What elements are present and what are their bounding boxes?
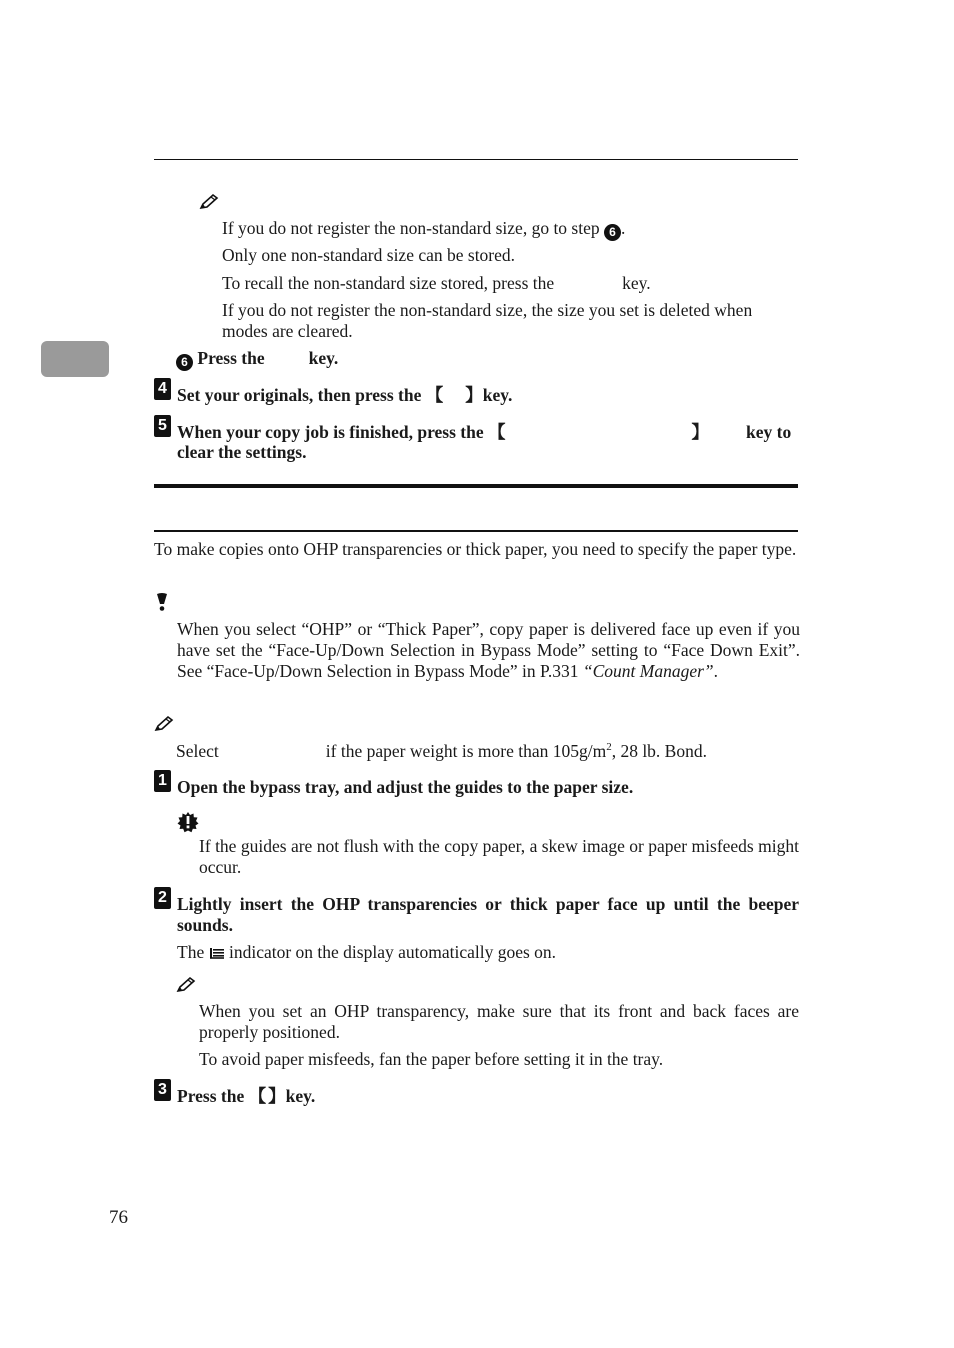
note-pencil-icon xyxy=(154,715,174,733)
note-ohp-faces: When you set an OHP transparency, make sure that its front and back faces are properly positioned. xyxy=(199,1001,799,1042)
step-1-text: Open the bypass tray, and adjust the guides to the paper size. xyxy=(177,777,634,797)
substep-number-badge: 6 xyxy=(176,354,193,371)
step-5-key-to: key to xyxy=(746,422,792,442)
step-number-4: 4 xyxy=(154,378,171,400)
step-number-2: 2 xyxy=(154,887,171,909)
page-number: 76 xyxy=(109,1207,128,1228)
step-ref-badge: 6 xyxy=(604,224,621,241)
step-number-1: 1 xyxy=(154,770,171,792)
bypass-tray-icon xyxy=(209,947,225,959)
note-pencil-icon xyxy=(176,976,196,994)
intro-paragraph: To make copies onto OHP transparencies or thick paper, you need to specify the paper type. xyxy=(154,539,797,559)
header-rule xyxy=(154,159,798,160)
step-2-body: The indicator on the display automatically goes on. xyxy=(177,942,557,962)
substep-6: 6 Press the key. xyxy=(176,348,338,371)
step-5-line2: clear the settings. xyxy=(177,442,307,462)
step-number-5: 5 xyxy=(154,415,171,437)
note-item-one-size: Only one non-standard size can be stored. xyxy=(222,245,516,265)
step-5-line1: When your copy job is finished, press the 【 】 xyxy=(177,422,710,442)
note-item-deleted: If you do not register the non-standard size, the size you set is deleted when modes are cleared. xyxy=(222,300,753,341)
section-thick-rule xyxy=(154,484,798,488)
limitation-icon xyxy=(154,592,170,612)
reference-title: “Count Manager” xyxy=(582,661,714,681)
step-2-text: Lightly insert the OHP transparencies or thick paper face up until the beeper sounds. xyxy=(177,894,799,935)
note-text: To recall the non-standard size stored, press the xyxy=(222,273,555,293)
note-text: If you do not register the non-standard size, go to step xyxy=(222,218,600,238)
chapter-tab xyxy=(41,341,109,377)
important-text: If the guides are not flush with the copy paper, a skew image or paper misfeeds might occur. xyxy=(199,836,799,877)
limitation-text: When you select “OHP” or “Thick Paper”, copy paper is delivered face up even if you have set the “Face-Up/Down Selection in Bypass Mode” setting to “Face Down Exit”. See “Face-Up/Down Selection in Bypass Mode” in P.331 “Count Manager”. xyxy=(177,619,800,681)
important-icon xyxy=(177,811,199,833)
note-pencil-icon xyxy=(199,193,219,211)
note-item-recall: To recall the non-standard size stored, press the key. xyxy=(222,273,651,293)
step-number-3: 3 xyxy=(154,1079,171,1101)
subsection-rule xyxy=(154,530,798,532)
step-3-text: Press the 【 】key. xyxy=(177,1086,316,1106)
step-4-text: Set your originals, then press the 【 】key. xyxy=(177,385,513,405)
note-fan-paper: To avoid paper misfeeds, fan the paper before setting it in the tray. xyxy=(199,1049,664,1069)
note-select-paper: Select if the paper weight is more than $105g/m^2$, 28 lb. Bond. xyxy=(176,741,707,761)
note-item-register: If you do not register the non-standard size, go to step 6 . xyxy=(222,218,626,239)
